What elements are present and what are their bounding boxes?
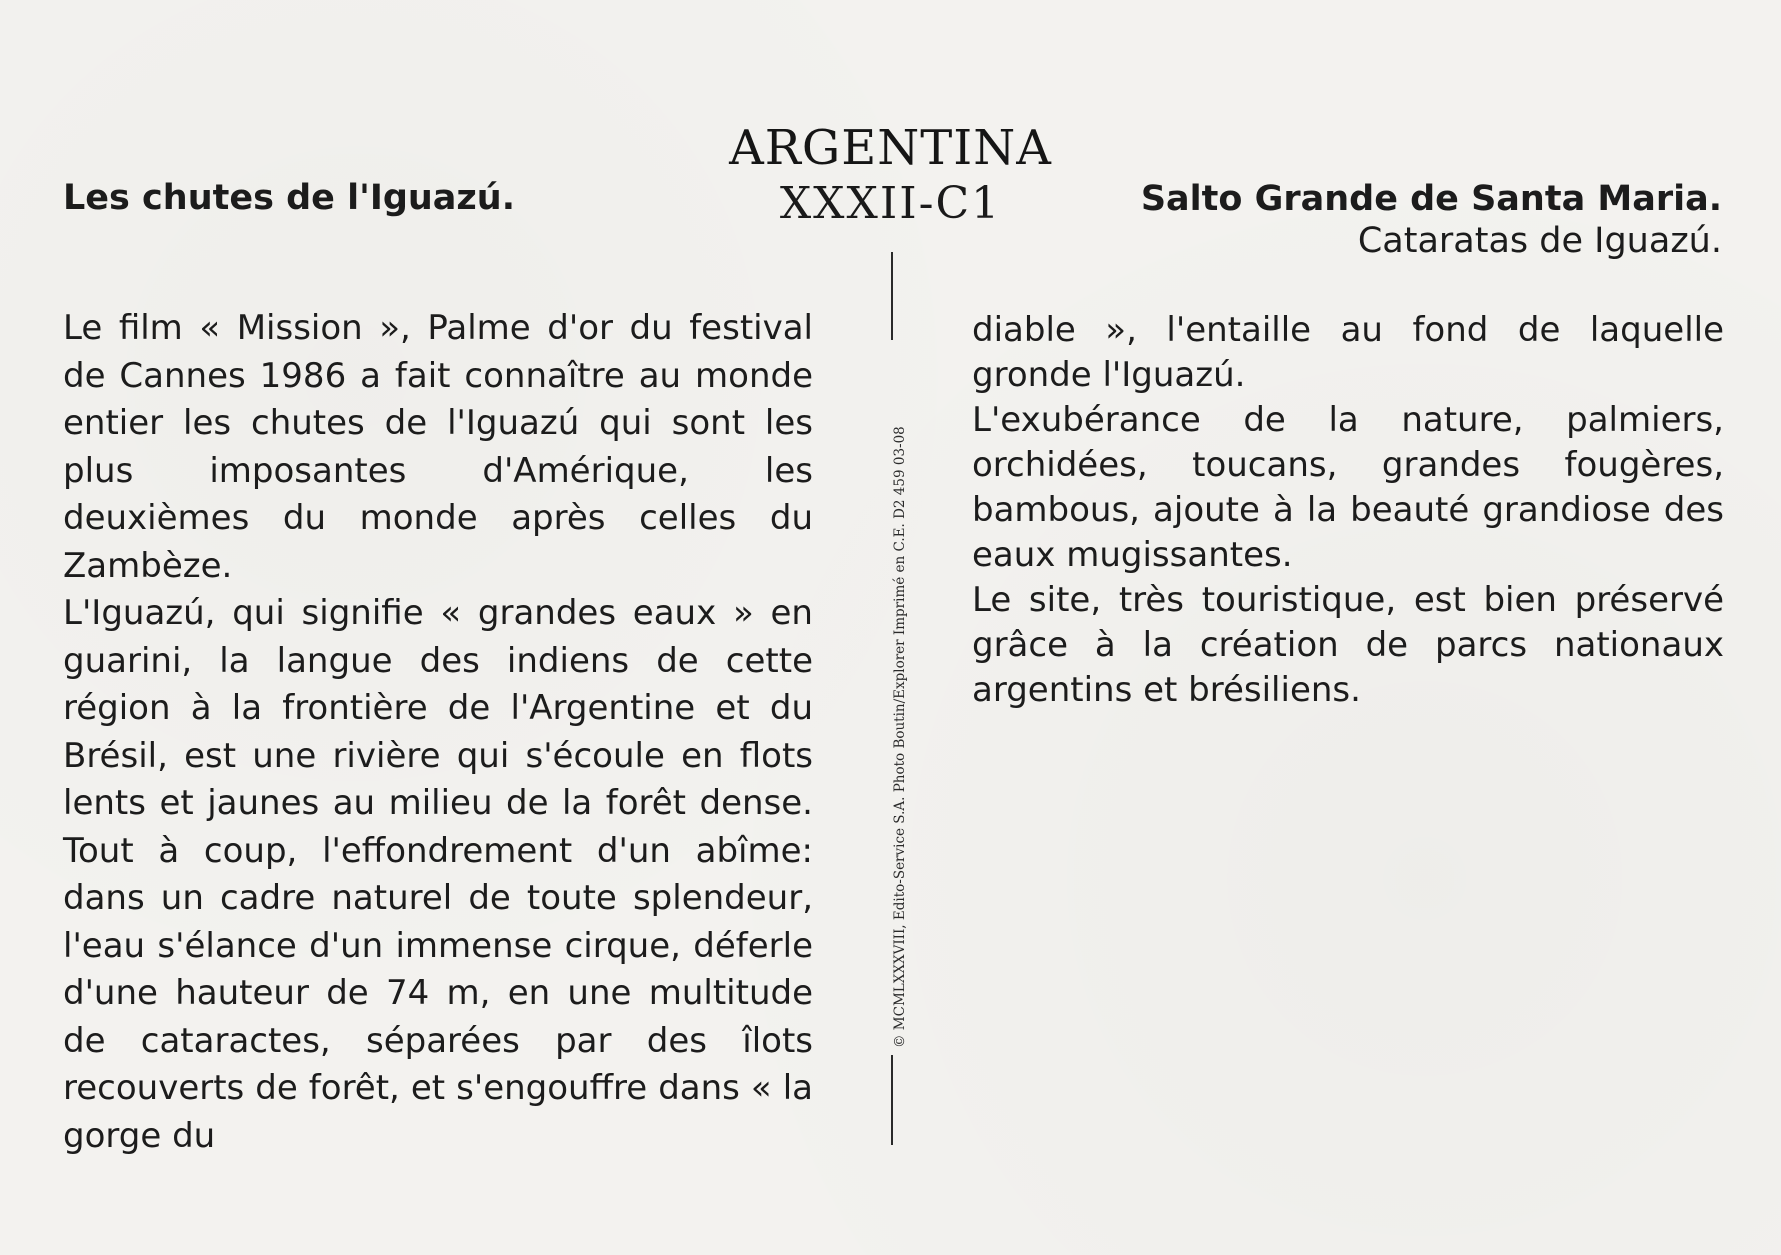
left-text-column [63,305,813,1160]
imprint-vertical-text: © MCMLXXXVIII, Edito-Service S.A. Photo Boutin/Explorer Imprimé en C.E. D2 459 03-08 [892,426,908,1048]
caption-right-line2: Cataratas de Iguazú. [1357,221,1722,261]
country-title: ARGENTINA [729,120,1052,176]
center-divider-top [891,252,893,340]
card-code: XXXII-C1 [779,178,1002,229]
caption-left: Les chutes de l'Iguazú. [63,178,516,218]
right-paragraph-2: L'exubérance de la nature, palmiers, orchidées, toucans, grandes fougères, bambous, ajoute à la beauté grandiose des eaux mugissantes. [972,400,1724,575]
center-divider-bottom [891,1055,893,1145]
left-paragraph-2: L'Iguazú, qui signifie « grandes eaux » en guarini, la langue des indiens de cette région à la frontière de l'Argentine et du Brésil, est une rivière qui s'écoule en flots lents et jaunes au milieu de la forêt dense. Tout à coup, l'effondrement d'un abîme: dans un cadre naturel de toute splendeur, l'eau s'élance d'un immense cirque, déferle d'une hauteur de 74 m, en une multitude de cataractes, séparées par des îlots recouverts de forêt, et s'engouffre dans « la gorge du [63,593,813,1156]
left-paragraph-1: Le film « Mission », Palme d'or du festival de Cannes 1986 a fait connaître au monde entier les chutes de l'Iguazú qui sont les plus imposantes d'Amérique, les deuxièmes du monde après celles du Zambèze. [63,308,813,586]
caption-right [1141,178,1722,262]
right-text-column [972,308,1724,713]
caption-right-line1: Salto Grande de Santa Maria. [1140,179,1722,219]
right-paragraph-1: diable », l'entaille au fond de laquelle gronde l'Iguazú. [972,310,1724,395]
right-paragraph-3: Le site, très touristique, est bien préservé grâce à la création de parcs nationaux argentins et brésiliens. [972,580,1724,710]
